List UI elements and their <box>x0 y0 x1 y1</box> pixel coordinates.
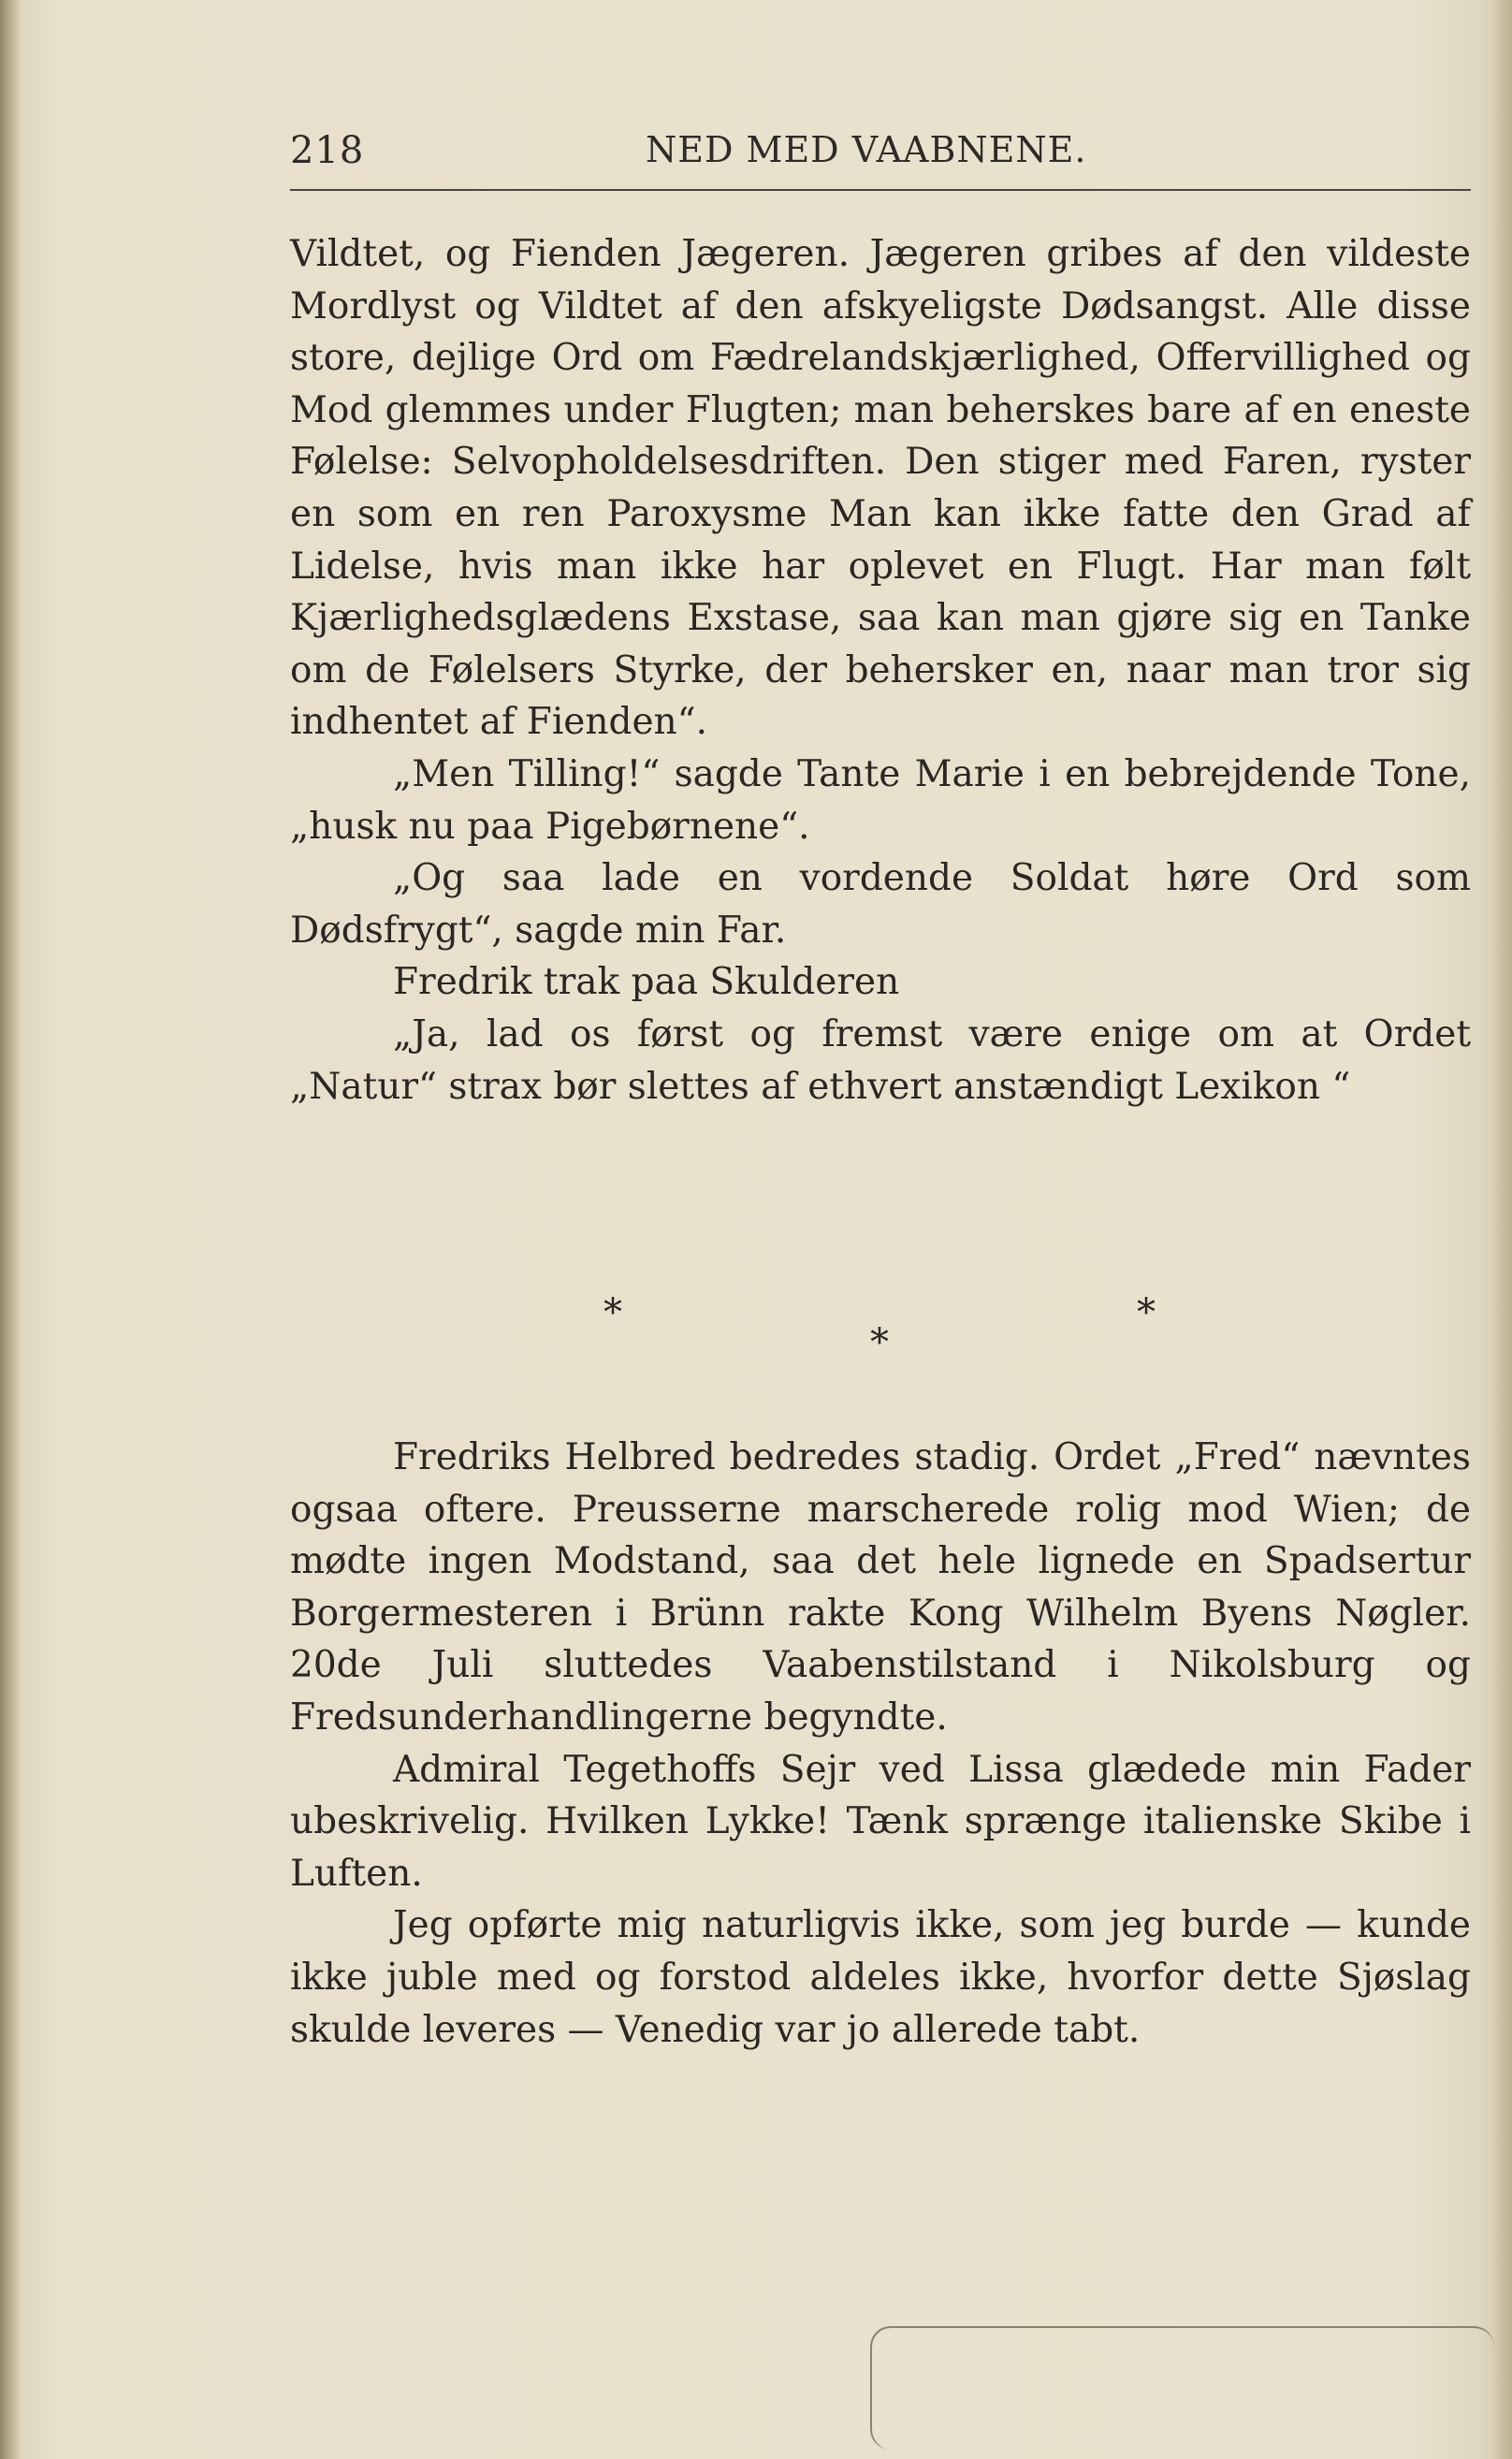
paragraph-3: „Og saa lade en vordende Soldat høre Ord som Dødsfrygt“, sagde min Far. <box>290 857 1471 952</box>
page-right-edge <box>1493 0 1512 2459</box>
header-rule <box>290 189 1471 191</box>
paragraph-6: Fredriks Helbred bedredes stadig. Ordet „Fred“ nævntes ogsaa oftere. Preusserne marscherede rolig mod Wien; de mødte ingen Modstand, saa det hele lignede en Spadsertur Borgermesteren i Brünn rakte Kong Wilhelm Byens Nøgler. 20de Juli sluttedes Vaabenstilstand i Nikolsburg og Fredsunderhandlingerne begyndte. <box>290 1436 1471 1739</box>
paragraph-5: „Ja, lad os først og fremst være enige om at Ordet „Natur“ strax bør slettes af ethvert anstændigt Lexikon “ <box>290 1012 1471 1108</box>
asterisk-right: * <box>1137 1291 1156 1334</box>
upper-text-block <box>290 228 1471 1113</box>
lower-text-block <box>290 1432 1471 2056</box>
library-stamp-outline <box>870 2326 1494 2450</box>
page-binding-edge <box>0 0 21 2459</box>
paragraph-8: Jeg opførte mig naturligvis ikke, som jeg burde — kunde ikke juble med og forstod aldeles ikke, hvorfor dette Sjøslag skulde leveres — Venedig var jo allerede tabt. <box>290 1904 1471 2051</box>
asterisk-center: * <box>870 1321 889 1364</box>
page-header <box>290 122 1471 178</box>
paragraph-2: „Men Tilling!“ sagde Tante Marie i en bebrejdende Tone, „husk nu paa Pigebørnene“. <box>290 752 1471 848</box>
asterisk-left: * <box>603 1291 622 1334</box>
paragraph-4: Fredrik trak paa Skulderen <box>393 961 900 1004</box>
paragraph-7: Admiral Tegethoffs Sejr ved Lissa glædede min Fader ubeskrivelig. Hvilken Lykke! Tænk sprænge italienske Skibe i Luften. <box>290 1748 1471 1895</box>
paragraph-1: Vildtet, og Fienden Jægeren. Jægeren gribes af den vildeste Mordlyst og Vildtet af den afskyeligste Dødsangst. Alle disse store, dejlige Ord om Fædrelandskjærlighed, Offervillighed og Mod glemmes under Flugten; man beherskes bare af en eneste Følelse: Selvopholdelsesdriften. Den stiger med Faren, ryster en som en ren Paroxysme Man kan ikke fatte den Grad af Lidelse, hvis man ikke har oplevet en Flugt. Har man følt Kjærlighedsglædens Exstase, saa kan man gjøre sig en Tanke om de Følelsers Styrke, der behersker en, naar man tror sig indhentet af Fienden“. <box>290 233 1471 744</box>
page-number: 218 <box>290 129 365 172</box>
running-title: NED MED VAABNENE. <box>646 129 1087 170</box>
section-break-asterism <box>290 1291 1471 1394</box>
